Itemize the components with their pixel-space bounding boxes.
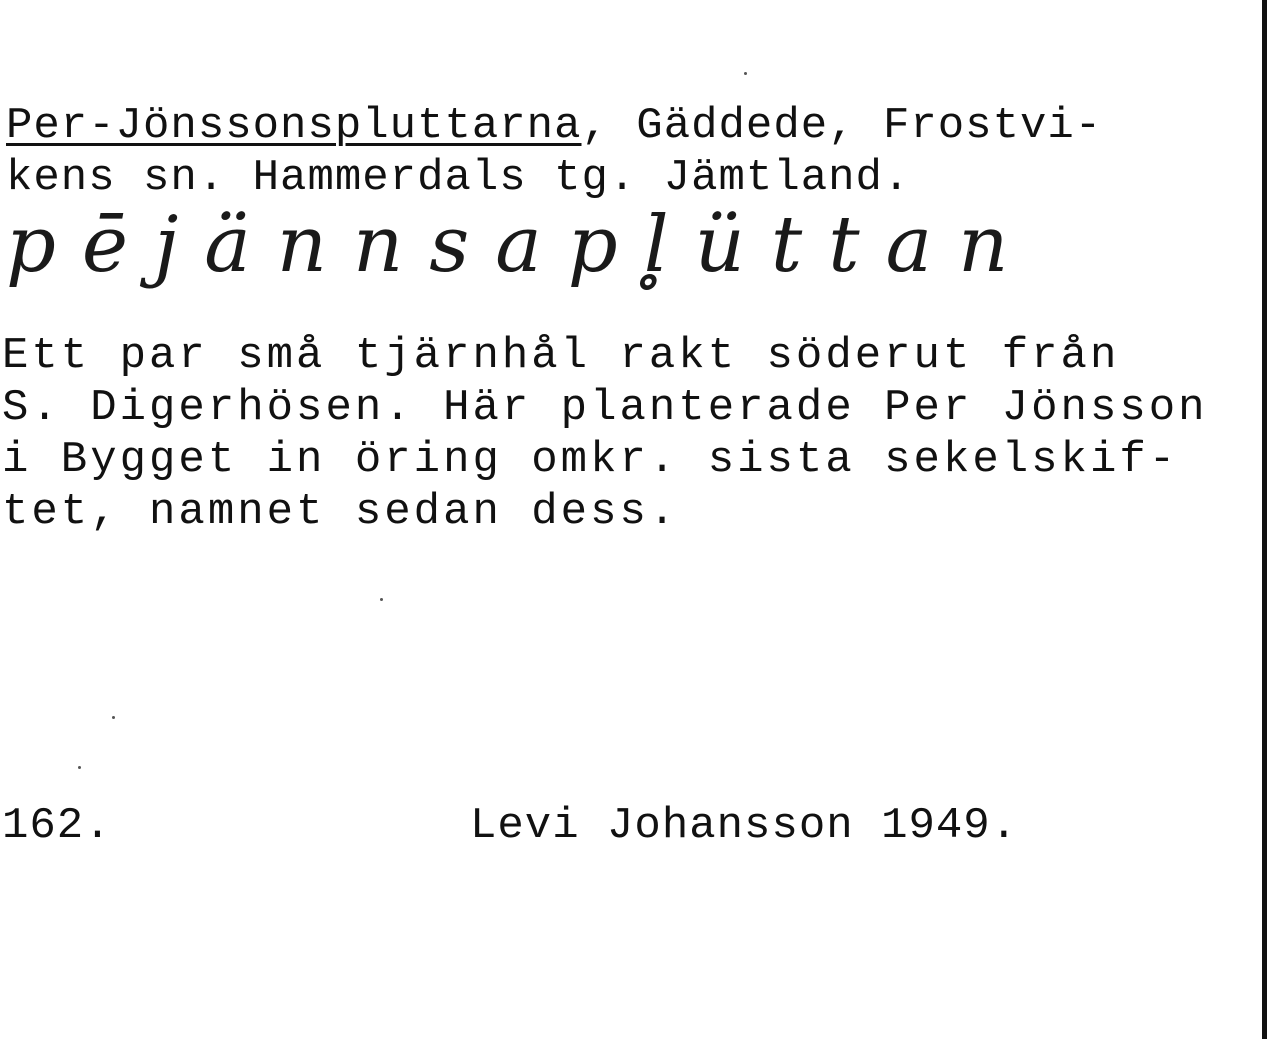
- scan-speck: [112, 716, 115, 719]
- place-name: Per-Jönssonspluttarna: [6, 101, 582, 151]
- place-location: , Gäddede, Frostvi-: [581, 101, 1103, 151]
- collector-signature: Levi Johansson 1949.: [470, 801, 1019, 851]
- scan-speck: [78, 766, 81, 769]
- card-number: 162.: [2, 801, 112, 851]
- description-line: S. Digerhösen. Här planterade Per Jönsson: [2, 383, 1208, 433]
- parish-line: kens sn. Hammerdals tg. Jämtland.: [6, 153, 911, 203]
- card-edge-line: [1262, 0, 1267, 1039]
- description-line: Ett par små tjärnhål rakt söderut från: [2, 331, 1120, 381]
- description-block: [2, 330, 1208, 538]
- card-title-line: [6, 100, 1102, 152]
- scan-speck: [744, 72, 747, 75]
- description-line: i Bygget in öring omkr. sista sekelskif-: [2, 435, 1179, 485]
- description-line: tet, namnet sedan dess.: [2, 487, 679, 537]
- scan-speck: [380, 598, 383, 601]
- handwritten-pronunciation: pējännsapl̥üttan: [6, 200, 1035, 290]
